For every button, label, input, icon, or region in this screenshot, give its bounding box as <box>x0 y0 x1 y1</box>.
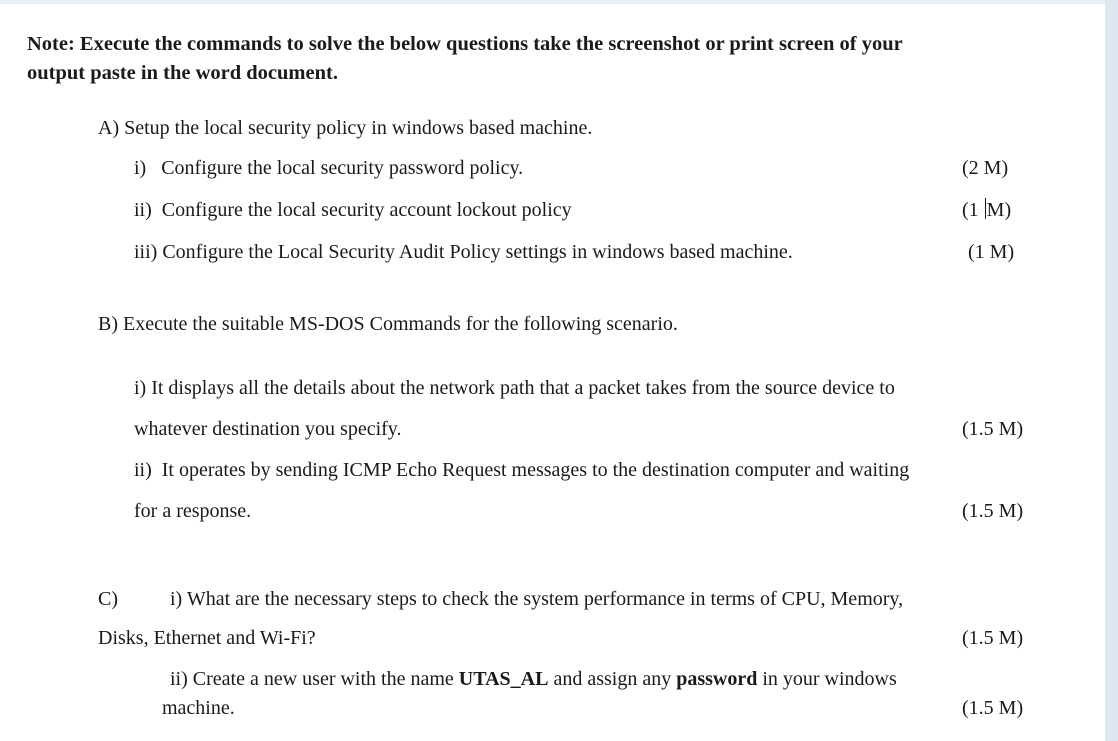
section-b-item-1-line-1: i) It displays all the details about the network path that a packet takes from the source device to <box>134 377 895 399</box>
section-b-item-1-line-2: whatever destination you specify. <box>134 418 402 440</box>
section-a-item-1-marks: (2 M) <box>962 157 1009 179</box>
section-c-item-1-line-2: Disks, Ethernet and Wi-Fi? <box>98 627 316 649</box>
item-2-text-a: ii) Create a new user with the name <box>170 668 459 690</box>
section-c-item-2-line-2: machine. <box>162 697 235 719</box>
note-line-2: output paste in the word document. <box>27 62 338 84</box>
section-c-item-2-marks: (1.5 M) <box>962 697 1024 719</box>
marks-prefix: (1 <box>962 199 984 221</box>
section-c-item-2-line-1 <box>170 667 897 691</box>
section-c-item-1-marks: (1.5 M) <box>962 627 1024 649</box>
section-c-item-1-line-1: i) What are the necessary steps to check the system performance in terms of CPU, Memory, <box>170 588 904 610</box>
section-b-item-2-line-2: for a response. <box>134 500 252 522</box>
text-cursor <box>985 198 986 219</box>
section-b-heading: B) Execute the suitable MS-DOS Commands for the following scenario. <box>98 313 678 335</box>
section-a-item-1: i) Configure the local security password policy. <box>134 157 524 179</box>
section-b-item-2-line-1: ii) It operates by sending ICMP Echo Request messages to the destination computer and waiting <box>134 459 910 481</box>
password-text: password <box>676 668 758 690</box>
section-a-heading: A) Setup the local security policy in windows based machine. <box>98 117 593 139</box>
username-text: UTAS_AL <box>458 668 549 690</box>
section-a-item-2: ii) Configure the local security account lockout policy <box>134 199 572 221</box>
vertical-scrollbar-area[interactable] <box>1105 0 1118 741</box>
item-2-text-b: and assign any <box>548 668 677 690</box>
section-c-label: C) <box>98 588 118 610</box>
item-2-text-c: in your windows <box>757 668 897 690</box>
section-a-item-3-marks: (1 M) <box>968 241 1015 263</box>
section-a-item-3: iii) Configure the Local Security Audit Policy settings in windows based machine. <box>134 241 793 263</box>
section-b-item-1-marks: (1.5 M) <box>962 418 1024 440</box>
marks-suffix: M) <box>986 199 1012 221</box>
section-a-item-2-marks <box>962 198 1011 222</box>
section-b-item-2-marks: (1.5 M) <box>962 500 1024 522</box>
top-edge <box>0 0 1105 4</box>
note-line-1: Note: Execute the commands to solve the below questions take the screenshot or print screen of your <box>27 33 903 55</box>
